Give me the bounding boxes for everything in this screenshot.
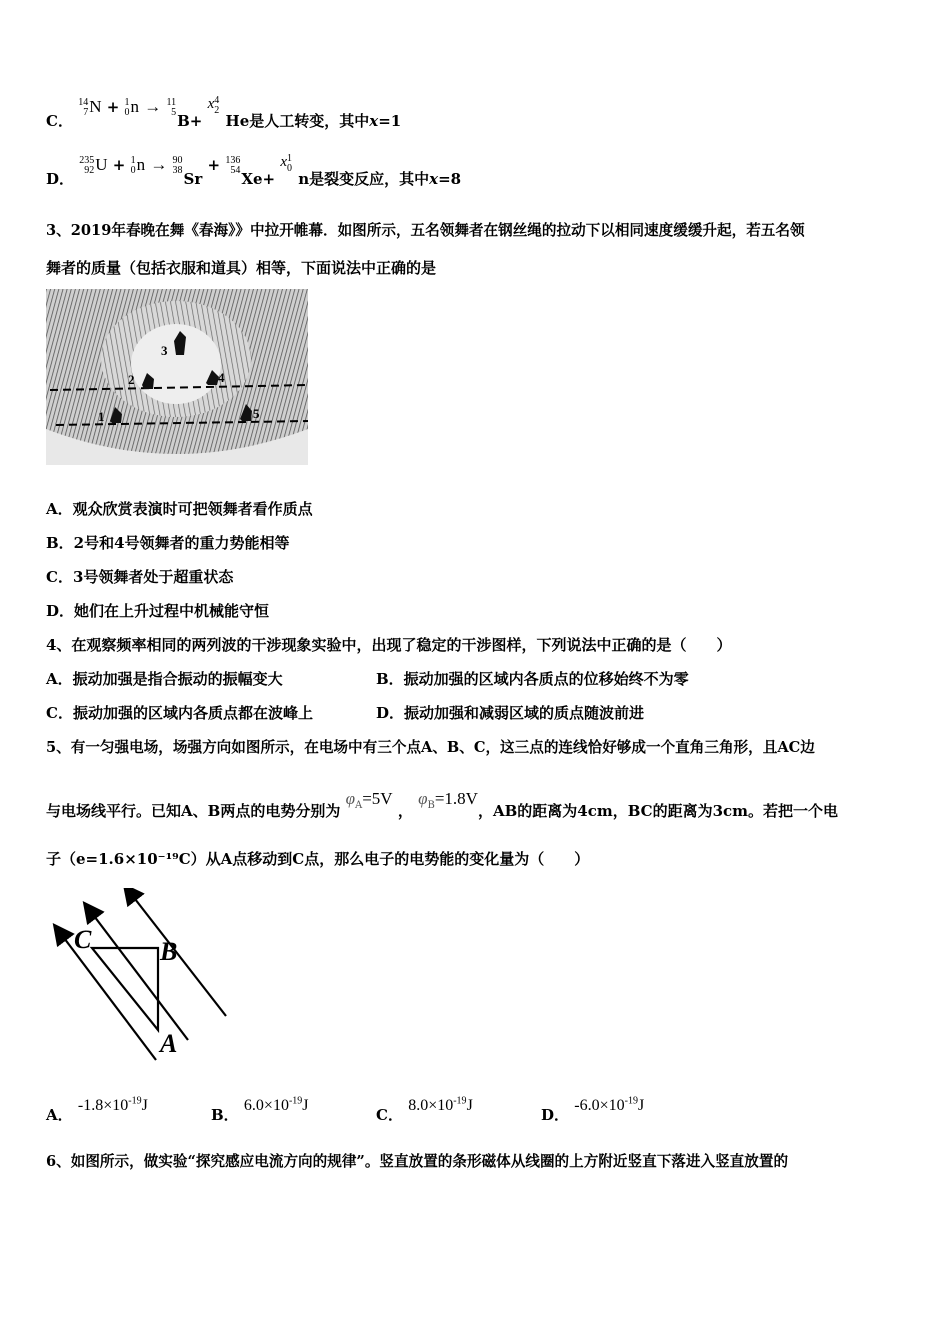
option-value: $-1.8\times 10^{-19}J$ (77, 1095, 148, 1114)
dancer-label-3: 3 (161, 343, 168, 358)
q3-option-a: A．观众欣赏表演时可把领舞者看作质点 (46, 500, 313, 518)
electric-field-triangle-diagram (46, 888, 246, 1068)
point-label-c: C (74, 925, 92, 954)
phi-b-value: =1.8V (434, 789, 478, 808)
q5-option-c (376, 1095, 473, 1125)
option-value: $8.0\times 10^{-19}J$ (408, 1095, 473, 1114)
option-d-text: n是裂变反应，其中 (298, 170, 430, 188)
q5-option-b (211, 1095, 309, 1125)
plus-sign: + (112, 156, 126, 174)
q3-stem-line-2: 舞者的质量（包括衣服和道具）相等，下面说法中正确的是 (46, 259, 437, 277)
q3-option-c: C．3号领舞者处于超重状态 (46, 568, 234, 586)
dancers-stage-photo (46, 289, 316, 469)
uranium-symbol: U (95, 155, 108, 174)
strontium-symbol: Sr (183, 170, 203, 188)
plus-sign: + (106, 98, 120, 116)
strontium-isotope-numbers: 90 38 (172, 155, 183, 176)
uranium-isotope-numbers: 235 92 (79, 155, 95, 176)
option-letter: A． (46, 1106, 73, 1124)
unknown-x-numbers: 4 2 (214, 95, 220, 116)
option-value: $-6.0\times 10^{-19}J$ (574, 1095, 645, 1114)
neutron-symbol: n (130, 97, 140, 116)
xenon-symbol: Xe+ (241, 170, 276, 188)
condition-var: x (429, 170, 439, 188)
spotlight-center (131, 324, 221, 404)
q5-stem-text-b: ，AB的距离为4cm，BC的距离为3cm。若把一个电 (477, 802, 839, 820)
condition-value: =8 (438, 170, 462, 188)
q5-stem-line-3: 子（e=1.6×10⁻¹⁹C）从A点移动到C点，那么电子的电势能的变化量为（ ） (46, 850, 590, 868)
q4-stem: 4、在观察频率相同的两列波的干涉现象实验中，出现了稳定的干涉图样，下列说法中正确的是（ ） (46, 636, 732, 654)
boron-isotope-numbers: 11 5 (166, 97, 177, 118)
dancer-label-2: 2 (128, 372, 135, 387)
boron-symbol: B+ (177, 112, 203, 130)
option-value: $6.0\times 10^{-19}J$ (243, 1095, 309, 1114)
option-letter: C． (46, 112, 73, 130)
q4-option-c: C．振动加强的区域内各质点都在波峰上 (46, 704, 313, 722)
neutron-numbers: 1 0 (124, 97, 130, 118)
dancer-label-1: 1 (98, 409, 105, 424)
option-c-text: He是人工转变，其中 (225, 112, 370, 130)
unknown-x: x (207, 96, 215, 112)
q5-option-a (46, 1095, 148, 1125)
q5-option-d (541, 1095, 645, 1125)
point-label-b: B (160, 937, 178, 966)
q6-stem: 6、如图所示，做实验“探究感应电流方向的规律”。竖直放置的条形磁体从线圈的上方附近竖直下落进入竖直放置的 (46, 1153, 789, 1170)
reaction-arrow: → (150, 155, 168, 174)
option-letter: D． (541, 1106, 570, 1124)
option-letter: C． (376, 1106, 403, 1124)
q3-option-b: B．2号和4号领舞者的重力势能相等 (46, 534, 290, 552)
option-letter: B． (211, 1106, 239, 1124)
q4-option-d: D．振动加强和减弱区域的质点随波前进 (376, 704, 645, 722)
separator: ， (397, 802, 413, 820)
field-line-2 (88, 908, 188, 1040)
option-d-fission-equation (46, 153, 462, 188)
nitrogen-symbol: N (89, 97, 102, 116)
phi-b-subscript: B (427, 800, 435, 811)
condition-value: =1 (378, 112, 402, 130)
point-label-a: A (160, 1029, 178, 1058)
unknown-x: x (280, 154, 287, 170)
phi-b-symbol: φ (418, 789, 428, 808)
condition-var: x (369, 112, 379, 130)
q5-stem-line-2 (46, 788, 839, 820)
phi-a-symbol: φ (345, 789, 355, 808)
q5-stem-text-a: 与电场线平行。已知A、B两点的电势分别为 (46, 802, 341, 820)
dancer-label-5: 5 (253, 406, 260, 421)
neutron-symbol: n (136, 155, 146, 174)
q4-option-b: B．振动加强的区域内各质点的位移始终不为零 (376, 670, 689, 688)
field-line-1 (58, 930, 156, 1060)
q5-stem-line-1: 5、有一匀强电场，场强方向如图所示，在电场中有三个点A、B、C，这三点的连线恰好够成一个直角三角形，且AC边 (46, 739, 815, 756)
plus-sign-2: + (207, 156, 221, 174)
nitrogen-isotope-numbers: 14 7 (78, 97, 89, 118)
option-c-nuclear-equation (46, 95, 402, 130)
dancer-label-4: 4 (218, 370, 225, 385)
option-letter: D． (46, 170, 75, 188)
reaction-arrow: → (144, 97, 162, 116)
q3-option-d: D．她们在上升过程中机械能守恒 (46, 602, 270, 620)
xenon-isotope-numbers: 136 54 (225, 155, 241, 176)
unknown-x-numbers: 1 0 (287, 153, 292, 174)
phi-a-value: =5V (362, 789, 393, 808)
q4-option-a: A．振动加强是指合振动的振幅变大 (46, 670, 283, 688)
q3-stem-line-1: 3、2019年春晚在舞《春海》》中拉开帷幕．如图所示，五名领舞者在钢丝绳的拉动下以相同速度缓缓升起，若五名领 (46, 222, 805, 239)
phi-a-subscript: A (354, 800, 363, 811)
neutron-numbers: 1 0 (130, 155, 136, 176)
